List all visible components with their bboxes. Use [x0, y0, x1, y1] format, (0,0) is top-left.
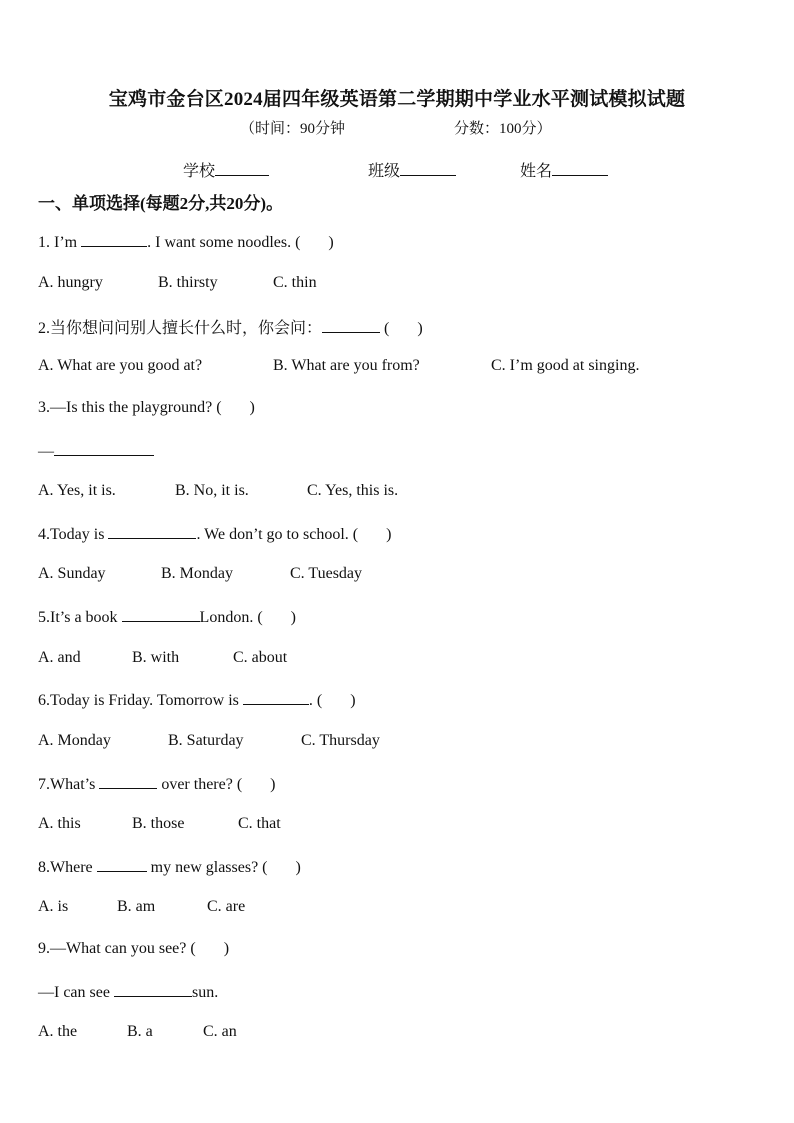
question-8: [38, 857, 301, 877]
answer-blank[interactable]: [114, 982, 192, 997]
question-3-reply: [38, 441, 154, 461]
option-c[interactable]: C. Yes, this is.: [307, 482, 399, 499]
question-text: . (: [308, 692, 323, 709]
question-1: [38, 232, 334, 252]
option-c[interactable]: C. Tuesday: [290, 565, 363, 582]
answer-blank[interactable]: [54, 441, 154, 456]
question-3: [38, 399, 255, 417]
option-b[interactable]: B. with: [132, 649, 180, 666]
option-b[interactable]: B. thirsty: [158, 274, 218, 291]
question-text: sun.: [191, 984, 219, 1001]
option-b[interactable]: B. am: [117, 898, 156, 915]
school-field: [183, 158, 269, 181]
school-label: 学校: [183, 163, 216, 180]
option-c[interactable]: C. thin: [273, 274, 317, 291]
question-2: [38, 315, 423, 338]
option-a[interactable]: A. Sunday: [38, 565, 106, 582]
question-paren: ): [417, 320, 423, 337]
class-field: [368, 158, 456, 181]
option-b[interactable]: B. a: [127, 1023, 153, 1040]
name-field: [520, 158, 608, 181]
section-heading: 一、单项选择(每题2分,共20分)。: [38, 194, 284, 213]
answer-blank[interactable]: [108, 524, 196, 539]
option-a[interactable]: A. this: [38, 815, 81, 832]
question-paren: ): [223, 940, 230, 957]
question-text: 9.—What can you see? (: [38, 940, 196, 957]
exam-title: 宝鸡市金台区2024届四年级英语第二学期期中学业水平测试模拟试题: [108, 89, 686, 110]
question-paren: ): [290, 609, 296, 626]
question-6: [38, 690, 356, 710]
option-c[interactable]: C. about: [233, 649, 288, 666]
question-text: 6.Today is Friday. Tomorrow is: [38, 692, 243, 709]
question-4: [38, 524, 391, 544]
option-a[interactable]: A. What are you good at?: [38, 357, 203, 374]
question-text: 8.Where: [38, 859, 97, 876]
option-c[interactable]: C. that: [238, 815, 281, 832]
option-a[interactable]: A. Monday: [38, 732, 111, 749]
question-paren: ): [328, 234, 334, 251]
question-text: 1. I’m: [38, 234, 82, 251]
question-text: over there? (: [157, 776, 243, 793]
class-label: 班级: [368, 163, 401, 180]
answer-blank[interactable]: [122, 607, 200, 622]
option-b[interactable]: B. those: [132, 815, 185, 832]
question-text: 5.It’s a book: [38, 609, 122, 626]
option-b[interactable]: B. Monday: [161, 565, 233, 582]
question-paren: ): [386, 526, 392, 543]
question-9: [38, 940, 229, 958]
answer-blank[interactable]: [243, 690, 309, 705]
exam-time: （时间：90分钟: [240, 121, 346, 137]
question-text: 7.What’s: [38, 776, 100, 793]
question-paren: ): [270, 776, 276, 793]
exam-meta: [240, 117, 552, 138]
question-text: 2.当你想问问别人擅长什么时，你会问：: [38, 320, 323, 337]
name-blank[interactable]: [552, 161, 608, 176]
option-c[interactable]: C. are: [207, 898, 246, 915]
option-a[interactable]: A. and: [38, 649, 81, 666]
question-text: London. (: [199, 609, 263, 626]
question-paren: ): [295, 859, 301, 876]
question-7: [38, 774, 276, 794]
question-text: —I can see: [38, 984, 114, 1001]
reply-dash: —: [38, 443, 54, 460]
answer-blank[interactable]: [97, 857, 147, 872]
question-9-reply: [38, 982, 218, 1002]
question-text: . We don’t go to school. (: [196, 526, 359, 543]
class-blank[interactable]: [400, 161, 456, 176]
exam-score: 分数：100分）: [454, 121, 552, 137]
option-b[interactable]: B. No, it is.: [175, 482, 249, 499]
option-c[interactable]: C. Thursday: [301, 732, 380, 749]
question-5: [38, 607, 296, 627]
question-paren: ): [249, 399, 255, 416]
answer-blank[interactable]: [322, 318, 380, 333]
option-a[interactable]: A. is: [38, 898, 69, 915]
option-b[interactable]: B. Saturday: [168, 732, 244, 749]
question-text: my new glasses? (: [146, 859, 268, 876]
option-c[interactable]: C. an: [203, 1023, 237, 1040]
question-text: . I want some noodles. (: [147, 234, 301, 251]
option-b[interactable]: B. What are you from?: [273, 357, 420, 374]
option-c[interactable]: C. I’m good at singing.: [491, 357, 640, 374]
answer-blank[interactable]: [81, 232, 147, 247]
question-text: (: [380, 320, 390, 337]
school-blank[interactable]: [215, 161, 269, 176]
question-text: 3.—Is this the playground? (: [38, 399, 222, 416]
name-label: 姓名: [520, 163, 553, 180]
option-a[interactable]: A. the: [38, 1023, 78, 1040]
option-a[interactable]: A. hungry: [38, 274, 103, 291]
question-text: 4.Today is: [38, 526, 109, 543]
answer-blank[interactable]: [99, 774, 157, 789]
option-a[interactable]: A. Yes, it is.: [38, 482, 116, 499]
question-paren: ): [350, 692, 356, 709]
